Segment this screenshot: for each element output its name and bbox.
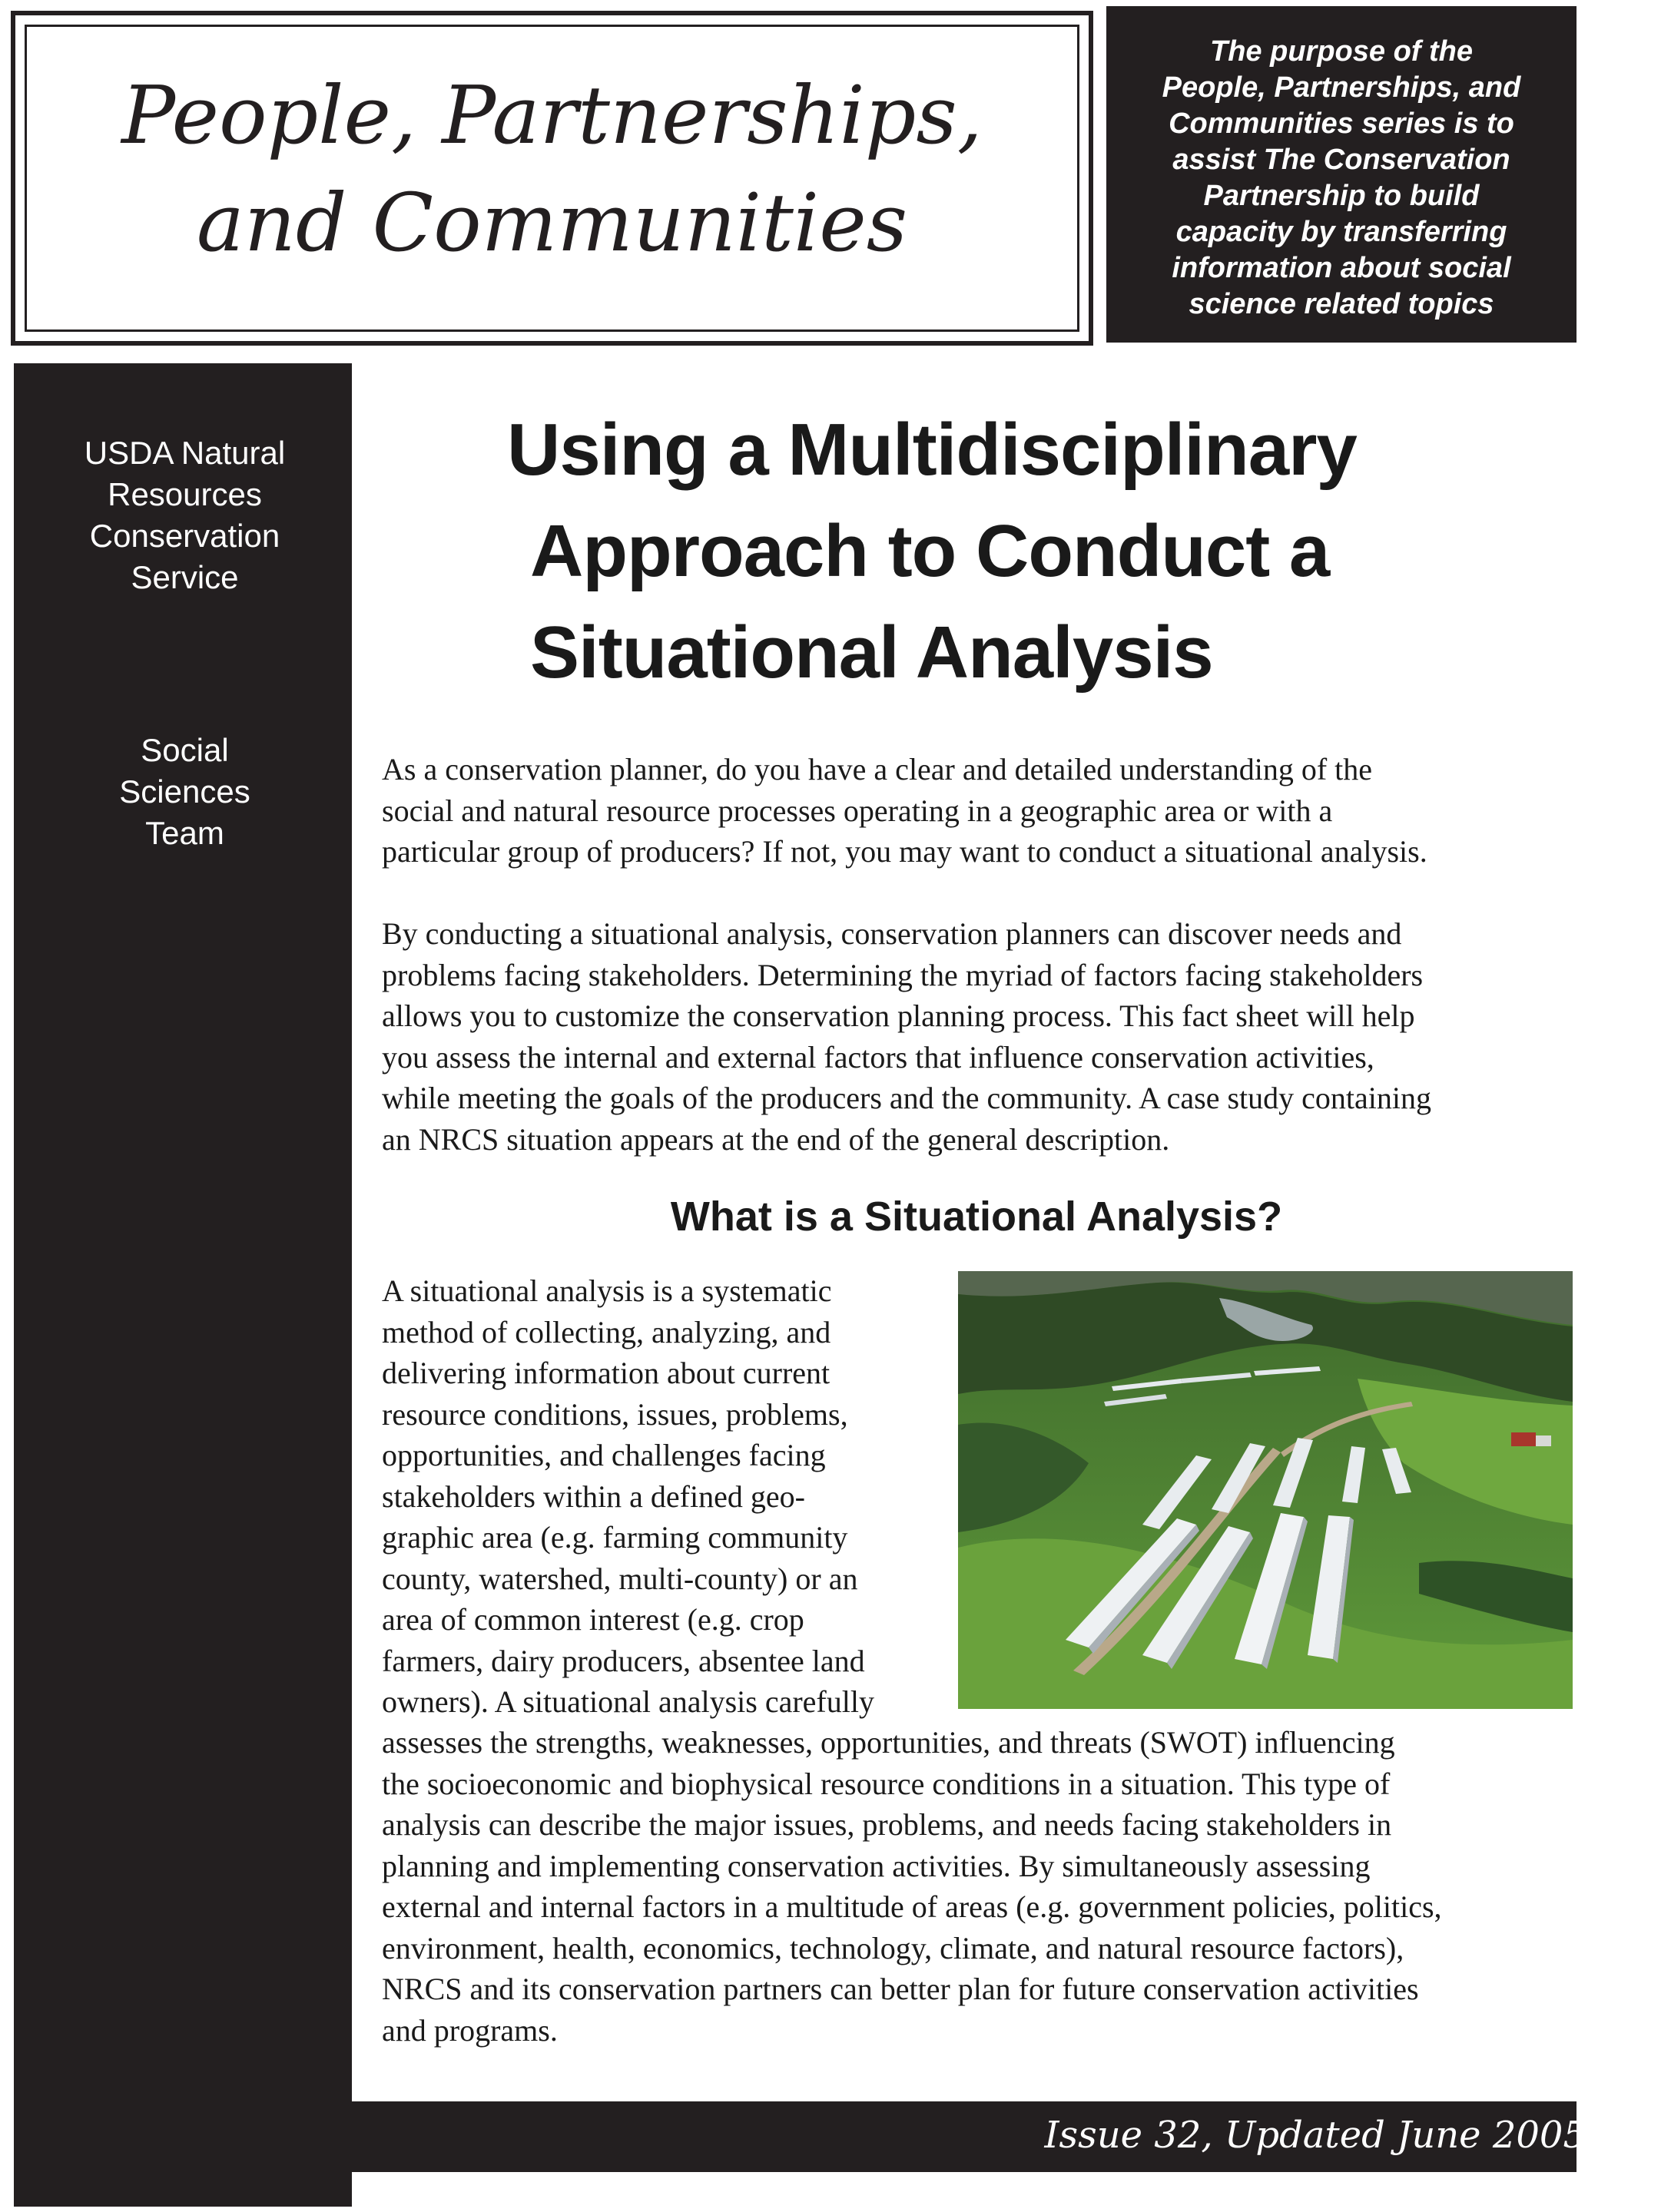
text-line: the socioeconomic and biophysical resource conditions in a situation. This type of [382,1766,1391,1801]
series-purpose-box [1106,6,1577,343]
left-sidebar [14,363,352,2207]
article-title [507,399,1567,704]
text-line: planning and implementing conservation activities. By simultaneously assessing [382,1848,1371,1883]
purpose-line: assist The Conservation [1172,144,1510,176]
text-line: environment, health, economics, technology, climate, and natural resource factors), [382,1930,1404,1965]
article-title-line: Using a Multidisciplinary [507,409,1357,491]
text-line: NRCS and its conservation partners can better plan for future conservation activities [382,1972,1419,2006]
text-line: allows you to customize the conservation planning process. This fact sheet will help [382,998,1415,1033]
article-title-line: Approach to Conduct a [530,510,1330,592]
section-paragraph-wrapped [382,1270,950,1723]
team-name-line: Team [145,815,224,851]
agency-name-line: USDA Natural [84,435,286,471]
text-line: assesses the strengths, weaknesses, opportunities, and threats (SWOT) influencing [382,1725,1395,1760]
text-line: problems facing stakeholders. Determining the myriad of factors facing stakeholders [382,957,1424,992]
text-line: By conducting a situational analysis, conservation planners can discover needs and [382,916,1402,951]
series-title [15,61,1089,276]
purpose-line: The purpose of the [1210,35,1473,68]
purpose-line: Communities series is to [1169,108,1514,140]
issue-label: Issue 32, Updated June 2005 [1044,2114,1586,2157]
purpose-line: People, Partnerships, and [1162,71,1521,104]
agency-name-line: Resources [108,476,262,512]
text-line: A situational analysis is a systematic [382,1273,832,1308]
text-line: social and natural resource processes operating in a geographic area or with a [382,793,1333,828]
aerial-farm-illustration [958,1271,1573,1709]
text-line: As a conservation planner, do you have a clear and detailed understanding of the [382,752,1373,786]
text-line: county, watershed, multi-county) or an [382,1561,858,1596]
text-line: particular group of producers? If not, you may want to conduct a situational analysis. [382,834,1427,869]
red-barn [1511,1432,1536,1446]
purpose-line: science related topics [1189,288,1494,320]
intro-paragraph-2 [382,913,1580,1160]
text-line: owners). A situational analysis carefully [382,1684,874,1719]
text-line: opportunities, and challenges facing [382,1438,826,1472]
series-title-box [11,11,1093,346]
section-heading: What is a Situational Analysis? [670,1194,1283,1240]
agency-name-line: Service [131,559,239,595]
text-line: an NRCS situation appears at the end of the general description. [382,1121,1170,1157]
text-line: and programs. [382,2012,558,2048]
series-title-line: People, Partnerships, [121,68,983,162]
text-line: graphic area (e.g. farming community [382,1520,848,1555]
agency-name [14,432,356,598]
text-line: external and internal factors in a multitude of areas (e.g. government policies, politics, [382,1889,1442,1924]
intro-paragraph-1 [382,749,1580,873]
series-title-line: and Communities [196,176,908,270]
aerial-farm-photo [958,1271,1573,1709]
agency-name-line: Conservation [89,518,280,554]
section-paragraph-full [382,1722,1580,2051]
purpose-line: Partnership to build [1203,180,1480,212]
text-line: method of collecting, analyzing, and [382,1314,831,1349]
text-line: stakeholders within a defined geo- [382,1479,805,1514]
purpose-line: information about social [1172,252,1511,284]
text-line: analysis can describe the major issues, problems, and needs facing stakeholders in [382,1807,1392,1842]
team-name-line: Social [141,732,229,768]
purpose-line: capacity by transferring [1175,216,1507,248]
text-line: while meeting the goals of the producers and the community. A case study containing [382,1081,1431,1115]
team-name [14,730,356,854]
text-line: delivering information about current [382,1356,831,1390]
text-line: resource conditions, issues, problems, [382,1396,848,1432]
article-title-line: Situational Analysis [530,611,1213,694]
text-line: area of common interest (e.g. crop [382,1602,804,1637]
text-line: you assess the internal and external factors that influence conservation activities, [382,1039,1374,1075]
team-name-line: Sciences [119,773,250,810]
farm-shed [1536,1435,1551,1446]
text-line: farmers, dairy producers, absentee land [382,1643,865,1678]
